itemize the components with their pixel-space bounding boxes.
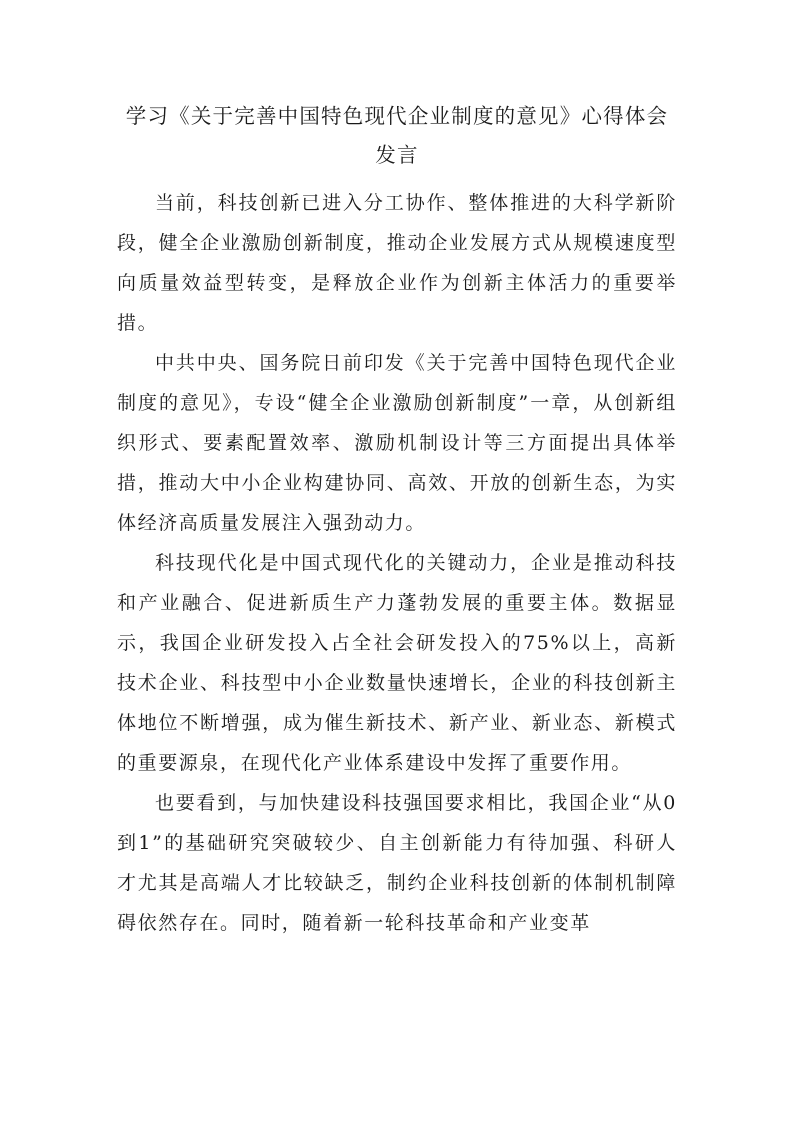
paragraph: 科技现代化是中国式现代化的关键动力，企业是推动科技和产业融合、促进新质生产力蓬勃发展的重要主体。数据显示，我国企业研发投入占全社会研发投入的75%以上，高新技术企业、科技型中小企业数量快速增长，企业的科技创新主体地位不断增强，成为催生新技术、新产业、新业态、新模式的重要源泉，在现代化产业体系建设中发挥了重要作用。	[117, 552, 677, 774]
paragraph: 也要看到，与加快建设科技强国要求相比，我国企业“从0到1”的基础研究突破较少、自主创新能力有待加强、科研人才尤其是高端人才比较缺乏，制约企业科技创新的体制机制障碍依然存在。同时，随着新一轮科技革命和产业变革	[117, 792, 677, 934]
paragraph: 当前，科技创新已进入分工协作、整体推进的大科学新阶段，健全企业激励创新制度，推动企业发展方式从规模速度型向质量效益型转变，是释放企业作为创新主体活力的重要举措。	[117, 192, 677, 334]
document-body	[117, 97, 677, 943]
paragraph: 中共中央、国务院日前印发《关于完善中国特色现代企业制度的意见》，专设“健全企业激励创新制度”一章，从创新组织形式、要素配置效率、激励机制设计等三方面提出具体举措，推动大中小企业构建协同、高效、开放的创新生态，为实体经济高质量发展注入强劲动力。	[117, 352, 677, 534]
document-title: 学习《关于完善中国特色现代企业制度的意见》心得体会发言	[125, 104, 669, 167]
